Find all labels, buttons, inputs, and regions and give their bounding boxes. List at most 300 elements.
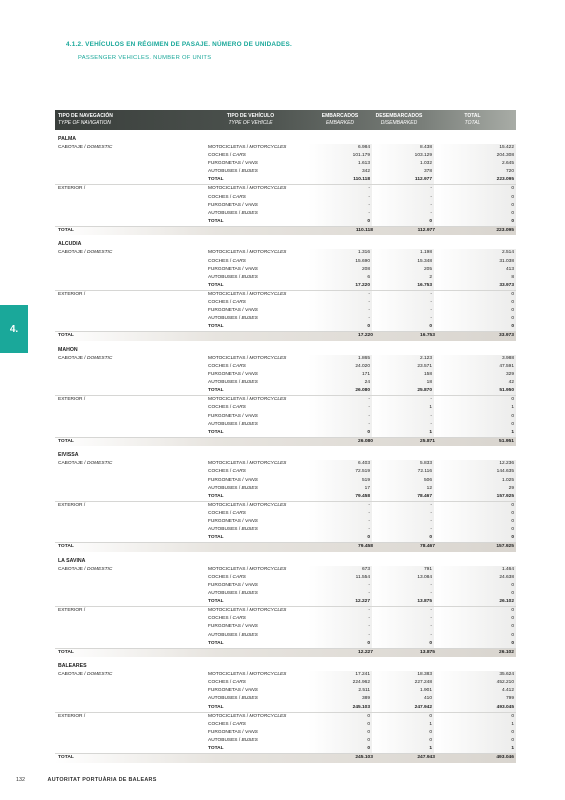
vehicle-cell <box>208 721 308 729</box>
table-header <box>55 110 516 130</box>
navigation-cell <box>55 607 208 615</box>
embarked-cell: - <box>308 421 372 429</box>
vehicle-label-en: BUSES <box>241 632 258 638</box>
vehicle-label: FURGONETAS / <box>208 202 244 208</box>
vehicle-cell <box>208 713 308 721</box>
navigation-cell <box>55 615 208 623</box>
navigation-cell <box>55 176 208 184</box>
total-cell: 0 <box>434 210 516 218</box>
subtotal-row <box>55 493 516 501</box>
vehicle-cell <box>208 729 308 737</box>
vehicle-label: MOTOCICLETAS / <box>208 291 249 297</box>
header-vehicle <box>208 110 293 130</box>
vehicle-label: AUTOBUSES / <box>208 316 241 322</box>
vehicle-label-en: MOTORCYCLES <box>249 397 287 403</box>
total-cell: 0 <box>434 185 516 193</box>
vehicle-label-en: VANS <box>244 413 258 419</box>
table-row <box>55 737 516 745</box>
total-cell: 0 <box>434 510 516 518</box>
navigation-cell <box>55 291 208 299</box>
navigation-cell <box>55 598 208 606</box>
total-cell: 2.514 <box>434 249 516 257</box>
vehicle-label-en: BUSES <box>241 485 258 491</box>
navigation-cell <box>55 534 208 542</box>
vehicle-cell <box>208 534 308 542</box>
subtotal-row <box>55 176 516 184</box>
vehicle-cell <box>208 421 308 429</box>
vehicle-label-en: MOTORCYCLES <box>249 608 287 614</box>
port-total-disembarked: 13.875 <box>420 649 435 655</box>
total-cell: 0 <box>434 194 516 202</box>
embarked-cell: 171 <box>308 371 372 379</box>
disembarked-cell: - <box>372 202 434 210</box>
embarked-cell: 1.865 <box>308 355 372 363</box>
port-section <box>55 134 516 235</box>
embarked-cell: 110.118 <box>308 176 372 184</box>
embarked-cell: 519 <box>308 477 372 485</box>
disembarked-cell: 247.942 <box>372 704 434 712</box>
vehicle-label: FURGONETAS / <box>208 582 244 588</box>
vehicle-cell <box>208 485 308 493</box>
vehicles-table <box>55 110 516 763</box>
vehicle-cell <box>208 371 308 379</box>
vehicle-label-en: VANS <box>244 308 258 314</box>
vehicle-label: MOTOCICLETAS / <box>208 672 249 678</box>
table-row <box>55 582 516 590</box>
navigation-label: EXTERIOR / <box>58 608 86 614</box>
table-row <box>55 379 516 387</box>
port-total-label: TOTAL <box>58 227 74 233</box>
total-cell: 0 <box>434 729 516 737</box>
vehicle-label-en: MOTORCYCLES <box>249 713 287 719</box>
vehicle-cell <box>208 266 308 274</box>
table-row <box>55 396 516 404</box>
vehicle-cell <box>208 210 308 218</box>
disembarked-cell: 1.032 <box>372 160 434 168</box>
vehicle-label: MOTOCICLETAS / <box>208 461 249 467</box>
vehicle-label: COCHES / <box>208 510 232 516</box>
embarked-cell: 17.220 <box>308 282 372 290</box>
embarked-cell: - <box>308 404 372 412</box>
total-cell: 4.412 <box>434 687 516 695</box>
subtotal-label: TOTAL <box>208 599 224 605</box>
subtotal-label: TOTAL <box>208 493 224 499</box>
total-cell: 33.973 <box>434 282 516 290</box>
vehicle-cell <box>208 468 308 476</box>
subtotal-label: TOTAL <box>208 282 224 288</box>
total-cell: 413 <box>434 266 516 274</box>
vehicle-label-en: CARS <box>232 405 246 411</box>
chapter-tab: 4. <box>0 305 28 353</box>
vehicle-label-en: BUSES <box>241 274 258 280</box>
table-row <box>55 721 516 729</box>
vehicle-label: FURGONETAS / <box>208 413 244 419</box>
disembarked-cell: 13.084 <box>372 574 434 582</box>
vehicle-label: MOTOCICLETAS / <box>208 355 249 361</box>
disembarked-cell: 18.383 <box>372 671 434 679</box>
total-cell: 144.635 <box>434 468 516 476</box>
disembarked-cell: - <box>372 607 434 615</box>
port-total-row <box>55 649 516 658</box>
navigation-label-en: DOMESTIC <box>86 250 113 256</box>
vehicle-label-en: CARS <box>232 153 246 159</box>
vehicle-cell <box>208 404 308 412</box>
port-total-disembarked: 16.753 <box>420 333 435 339</box>
embarked-cell: - <box>308 518 372 526</box>
vehicle-cell <box>208 623 308 631</box>
vehicle-label-en: MOTORCYCLES <box>249 355 287 361</box>
disembarked-cell: - <box>372 510 434 518</box>
port-total-label: TOTAL <box>58 649 74 655</box>
disembarked-cell: - <box>372 291 434 299</box>
vehicle-label-en: BUSES <box>241 591 258 597</box>
navigation-cell <box>55 194 208 202</box>
total-cell: 0 <box>434 323 516 331</box>
total-cell: 31.038 <box>434 258 516 266</box>
total-cell: 329 <box>434 371 516 379</box>
disembarked-cell: - <box>372 582 434 590</box>
table-row <box>55 671 516 679</box>
vehicle-label: COCHES / <box>208 153 232 159</box>
total-cell: 8 <box>434 274 516 282</box>
disembarked-cell: - <box>372 185 434 193</box>
embarked-cell: 2.511 <box>308 687 372 695</box>
total-cell: 1 <box>434 429 516 437</box>
navigation-cell <box>55 160 208 168</box>
table-row <box>55 607 516 615</box>
vehicle-label: FURGONETAS / <box>208 372 244 378</box>
navigation-cell <box>55 590 208 598</box>
disembarked-cell: 2.123 <box>372 355 434 363</box>
disembarked-cell: 158 <box>372 371 434 379</box>
vehicle-label: FURGONETAS / <box>208 688 244 694</box>
vehicle-label-en: VANS <box>244 202 258 208</box>
table-row <box>55 518 516 526</box>
vehicle-label-en: MOTORCYCLES <box>249 461 287 467</box>
vehicle-label: FURGONETAS / <box>208 161 244 167</box>
domestic-group <box>55 566 516 607</box>
navigation-label-en: DOMESTIC <box>86 672 113 678</box>
total-cell: 0 <box>434 518 516 526</box>
total-cell: 0 <box>434 582 516 590</box>
vehicle-label: AUTOBUSES / <box>208 380 241 386</box>
subtotal-row <box>55 218 516 226</box>
embarked-cell: 0 <box>308 745 372 753</box>
total-cell: 157.925 <box>434 493 516 501</box>
port-total-disembarked: 25.871 <box>420 438 435 444</box>
vehicle-label-en: VANS <box>244 624 258 630</box>
port-name: LA SAVINA <box>58 557 86 564</box>
vehicle-label-en: VANS <box>244 582 258 588</box>
navigation-cell <box>55 379 208 387</box>
vehicle-cell <box>208 152 308 160</box>
navigation-cell <box>55 413 208 421</box>
total-cell: 0 <box>434 218 516 226</box>
total-cell: 0 <box>434 413 516 421</box>
table-row <box>55 404 516 412</box>
vehicle-label-en: VANS <box>244 161 258 167</box>
exterior-group <box>55 291 516 332</box>
subtotal-row <box>55 640 516 648</box>
table-row <box>55 315 516 323</box>
navigation-cell <box>55 518 208 526</box>
disembarked-cell: 1 <box>372 745 434 753</box>
navigation-cell <box>55 640 208 648</box>
subtotal-label: TOTAL <box>208 429 224 435</box>
vehicle-label: MOTOCICLETAS / <box>208 713 249 719</box>
subtotal-row <box>55 282 516 290</box>
navigation-cell <box>55 168 208 176</box>
subtotal-label: TOTAL <box>208 218 224 224</box>
disembarked-cell: 227.248 <box>372 679 434 687</box>
vehicle-cell <box>208 566 308 574</box>
table-row <box>55 713 516 721</box>
vehicle-label: AUTOBUSES / <box>208 485 241 491</box>
vehicle-label: COCHES / <box>208 469 232 475</box>
total-cell: 720 <box>434 168 516 176</box>
vehicle-label-en: CARS <box>232 680 246 686</box>
vehicle-label: COCHES / <box>208 258 232 264</box>
disembarked-cell: - <box>372 396 434 404</box>
embarked-cell: - <box>308 210 372 218</box>
disembarked-cell: 1.901 <box>372 687 434 695</box>
total-cell: 0 <box>434 526 516 534</box>
port-section <box>55 556 516 657</box>
vehicle-label: COCHES / <box>208 680 232 686</box>
vehicle-label: MOTOCICLETAS / <box>208 608 249 614</box>
navigation-label: CABOTAJE / <box>58 672 86 678</box>
embarked-cell: - <box>308 202 372 210</box>
vehicle-label: FURGONETAS / <box>208 477 244 483</box>
disembarked-cell: 506 <box>372 477 434 485</box>
embarked-cell: 24 <box>308 379 372 387</box>
vehicle-label-en: MOTORCYCLES <box>249 502 287 508</box>
table-row <box>55 299 516 307</box>
port-name: EIVISSA <box>58 452 79 459</box>
vehicle-cell <box>208 640 308 648</box>
vehicle-cell <box>208 574 308 582</box>
vehicle-label: AUTOBUSES / <box>208 696 241 702</box>
navigation-cell <box>55 266 208 274</box>
subtotal-row <box>55 429 516 437</box>
table-row <box>55 210 516 218</box>
navigation-cell <box>55 323 208 331</box>
navigation-cell <box>55 687 208 695</box>
vehicle-label-en: CARS <box>232 574 246 580</box>
embarked-cell: - <box>308 185 372 193</box>
total-cell: 0 <box>434 202 516 210</box>
header-disembarked <box>369 110 429 130</box>
embarked-cell: - <box>308 623 372 631</box>
navigation-cell <box>55 485 208 493</box>
navigation-cell <box>55 249 208 257</box>
exterior-group <box>55 396 516 437</box>
section-title: 4.1.2. VEHÍCULOS EN RÉGIMEN DE PASAJE. NÚMERO DE UNIDADES. <box>66 41 292 48</box>
navigation-label: CABOTAJE / <box>58 250 86 256</box>
vehicle-label-en: CARS <box>232 721 246 727</box>
navigation-cell <box>55 502 208 510</box>
table-row <box>55 291 516 299</box>
embarked-cell: 0 <box>308 218 372 226</box>
vehicle-label: FURGONETAS / <box>208 729 244 735</box>
total-cell: 0 <box>434 291 516 299</box>
vehicle-label-en: VANS <box>244 477 258 483</box>
total-cell: 1 <box>434 721 516 729</box>
embarked-cell: 224.962 <box>308 679 372 687</box>
vehicle-label: AUTOBUSES / <box>208 421 241 427</box>
navigation-cell <box>55 582 208 590</box>
vehicle-label: COCHES / <box>208 616 232 622</box>
embarked-cell: - <box>308 413 372 421</box>
disembarked-cell: 0 <box>372 534 434 542</box>
vehicle-label-en: BUSES <box>241 421 258 427</box>
vehicle-cell <box>208 274 308 282</box>
subtotal-row <box>55 534 516 542</box>
vehicle-label-en: MOTORCYCLES <box>249 566 287 572</box>
vehicle-label: COCHES / <box>208 574 232 580</box>
vehicle-label-en: MOTORCYCLES <box>249 250 287 256</box>
table-row <box>55 485 516 493</box>
vehicle-cell <box>208 168 308 176</box>
total-cell: 0 <box>434 640 516 648</box>
header-navigation-en: TYPE OF NAVIGATION <box>58 119 111 126</box>
navigation-cell <box>55 210 208 218</box>
navigation-cell <box>55 460 208 468</box>
disembarked-cell: - <box>372 615 434 623</box>
total-cell: 1 <box>434 745 516 753</box>
vehicle-label-en: CARS <box>232 258 246 264</box>
vehicle-label: AUTOBUSES / <box>208 274 241 280</box>
vehicle-cell <box>208 518 308 526</box>
embarked-cell: - <box>308 607 372 615</box>
navigation-cell <box>55 299 208 307</box>
disembarked-cell: 205 <box>372 266 434 274</box>
embarked-cell: 15.690 <box>308 258 372 266</box>
disembarked-cell: 25.870 <box>372 387 434 395</box>
table-row <box>55 194 516 202</box>
vehicle-label-en: BUSES <box>241 380 258 386</box>
port-total-row <box>55 754 516 763</box>
embarked-cell: 17.241 <box>308 671 372 679</box>
total-cell: 204.308 <box>434 152 516 160</box>
disembarked-cell: 0 <box>372 640 434 648</box>
port-total-row <box>55 438 516 447</box>
embarked-cell: 17 <box>308 485 372 493</box>
vehicle-cell <box>208 615 308 623</box>
vehicle-cell <box>208 598 308 606</box>
table-row <box>55 615 516 623</box>
disembarked-cell: 15.348 <box>372 258 434 266</box>
total-cell: 2.645 <box>434 160 516 168</box>
port-name: BALEARES <box>58 663 87 670</box>
table-row <box>55 363 516 371</box>
exterior-group <box>55 502 516 543</box>
subtotal-label: TOTAL <box>208 535 224 541</box>
table-row <box>55 632 516 640</box>
vehicle-label: MOTOCICLETAS / <box>208 566 249 572</box>
port-section <box>55 661 516 762</box>
port-total-total: 223.095 <box>496 227 514 233</box>
vehicle-label: AUTOBUSES / <box>208 591 241 597</box>
embarked-cell: - <box>308 582 372 590</box>
disembarked-cell: 1.198 <box>372 249 434 257</box>
total-cell: 0 <box>434 623 516 631</box>
port-name: ALCUDIA <box>58 241 82 248</box>
navigation-cell <box>55 721 208 729</box>
table-row <box>55 695 516 703</box>
navigation-label: CABOTAJE / <box>58 461 86 467</box>
vehicle-cell <box>208 502 308 510</box>
navigation-cell <box>55 566 208 574</box>
port-total-disembarked: 247.943 <box>417 755 435 761</box>
disembarked-cell: 5.833 <box>372 460 434 468</box>
port-total-row <box>55 332 516 341</box>
table-row <box>55 679 516 687</box>
embarked-cell: - <box>308 194 372 202</box>
disembarked-cell: - <box>372 502 434 510</box>
vehicle-label-en: BUSES <box>241 210 258 216</box>
header-disembarked-en: DISEMBARKED <box>380 119 418 126</box>
header-total <box>429 110 516 130</box>
embarked-cell: - <box>308 590 372 598</box>
vehicle-label: MOTOCICLETAS / <box>208 502 249 508</box>
embarked-cell: 0 <box>308 729 372 737</box>
navigation-cell <box>55 704 208 712</box>
domestic-group <box>55 144 516 185</box>
port-total-disembarked: 78.467 <box>420 544 435 550</box>
vehicle-label-en: BUSES <box>241 737 258 743</box>
vehicle-label: MOTOCICLETAS / <box>208 145 249 150</box>
subtotal-label: TOTAL <box>208 388 224 394</box>
vehicle-cell <box>208 737 308 745</box>
vehicle-label: MOTOCICLETAS / <box>208 186 249 192</box>
embarked-cell: 0 <box>308 737 372 745</box>
vehicle-label-en: CARS <box>232 363 246 369</box>
vehicle-cell <box>208 355 308 363</box>
vehicle-cell <box>208 429 308 437</box>
table-row <box>55 526 516 534</box>
disembarked-cell: 1 <box>372 404 434 412</box>
navigation-cell <box>55 737 208 745</box>
vehicle-cell <box>208 282 308 290</box>
embarked-cell: 12.227 <box>308 598 372 606</box>
disembarked-cell: - <box>372 307 434 315</box>
embarked-cell: 1.613 <box>308 160 372 168</box>
navigation-cell <box>55 258 208 266</box>
total-cell: 493.045 <box>434 704 516 712</box>
navigation-label: EXTERIOR / <box>58 397 86 403</box>
port-name: PALMA <box>58 136 77 142</box>
disembarked-cell: 16.753 <box>372 282 434 290</box>
table-row <box>55 274 516 282</box>
embarked-cell: 342 <box>308 168 372 176</box>
table-row <box>55 590 516 598</box>
vehicle-label-en: BUSES <box>241 527 258 533</box>
vehicle-cell <box>208 379 308 387</box>
embarked-cell: 389 <box>308 695 372 703</box>
navigation-cell <box>55 202 208 210</box>
table-row <box>55 468 516 476</box>
embarked-cell: 208 <box>308 266 372 274</box>
embarked-cell: 673 <box>308 566 372 574</box>
exterior-group <box>55 185 516 226</box>
vehicle-cell <box>208 307 308 315</box>
total-cell: 1.025 <box>434 477 516 485</box>
header-navigation <box>55 110 208 130</box>
vehicle-cell <box>208 176 308 184</box>
embarked-cell: 101.179 <box>308 152 372 160</box>
port-total-total: 51.951 <box>499 438 514 444</box>
